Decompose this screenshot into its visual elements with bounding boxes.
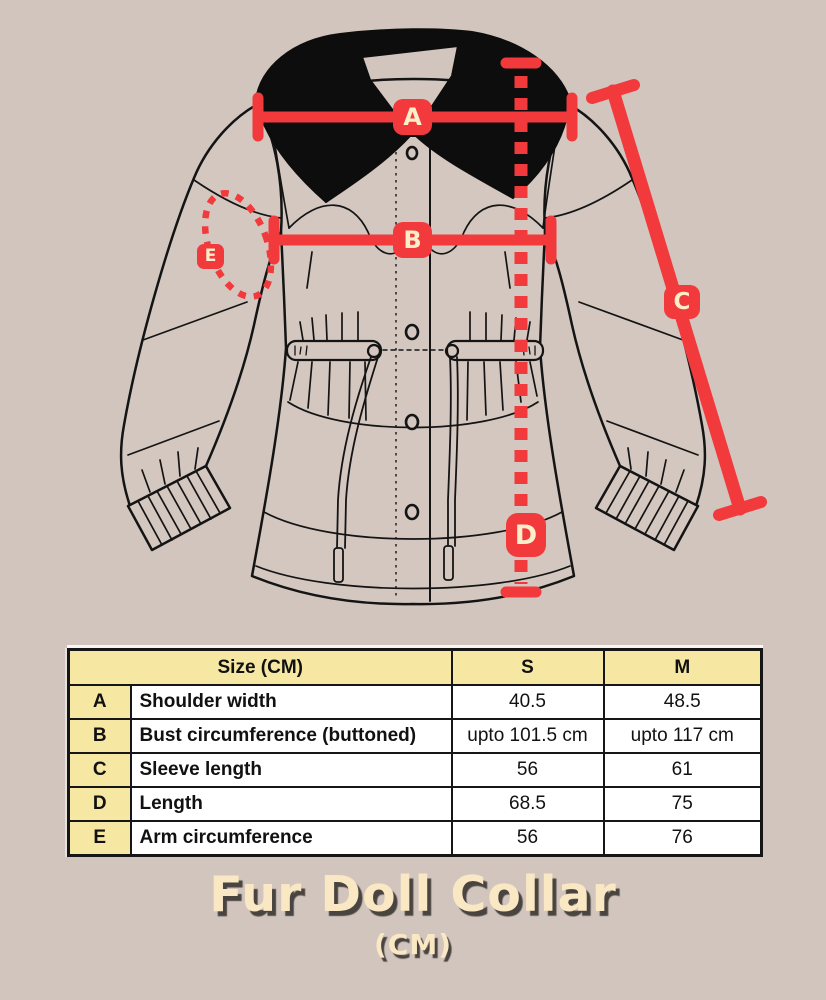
marker-b-bust: B	[393, 222, 432, 258]
size-table-header-row	[69, 650, 762, 686]
marker-a-shoulder-width: A	[393, 99, 432, 135]
row-key: E	[69, 821, 131, 856]
row-key: B	[69, 719, 131, 753]
row-key: D	[69, 787, 131, 821]
row-key: C	[69, 753, 131, 787]
row-value-s: 40.5	[452, 685, 604, 719]
row-value-m: upto 117 cm	[604, 719, 762, 753]
table-row-length	[69, 787, 762, 821]
table-row-bust-circumference	[69, 719, 762, 753]
row-value-s: 68.5	[452, 787, 604, 821]
column-header-s: S	[452, 650, 604, 686]
row-value-m: 75	[604, 787, 762, 821]
row-value-m: 61	[604, 753, 762, 787]
row-key: A	[69, 685, 131, 719]
marker-e-arm-circumference: E	[197, 244, 224, 269]
row-value-s: upto 101.5 cm	[452, 719, 604, 753]
table-row-sleeve-length	[69, 753, 762, 787]
row-label: Sleeve length	[131, 753, 452, 787]
table-row-arm-circumference	[69, 821, 762, 856]
row-value-m: 48.5	[604, 685, 762, 719]
marker-c-sleeve-length: C	[664, 285, 700, 319]
row-value-s: 56	[452, 753, 604, 787]
product-title: Fur Doll Collar	[209, 866, 617, 923]
marker-d-length: D	[506, 513, 546, 557]
left-sleeve	[121, 104, 282, 506]
row-label: Length	[131, 787, 452, 821]
table-row-shoulder-width	[69, 685, 762, 719]
row-label: Arm circumference	[131, 821, 452, 856]
column-header-m: M	[604, 650, 762, 686]
row-label: Bust circumference (buttoned)	[131, 719, 452, 753]
size-cm-header: Size (CM)	[69, 650, 452, 686]
unit-subtitle: (CM)	[373, 928, 452, 961]
row-value-s: 56	[452, 821, 604, 856]
row-value-m: 76	[604, 821, 762, 856]
size-table	[67, 648, 763, 857]
row-label: Shoulder width	[131, 685, 452, 719]
